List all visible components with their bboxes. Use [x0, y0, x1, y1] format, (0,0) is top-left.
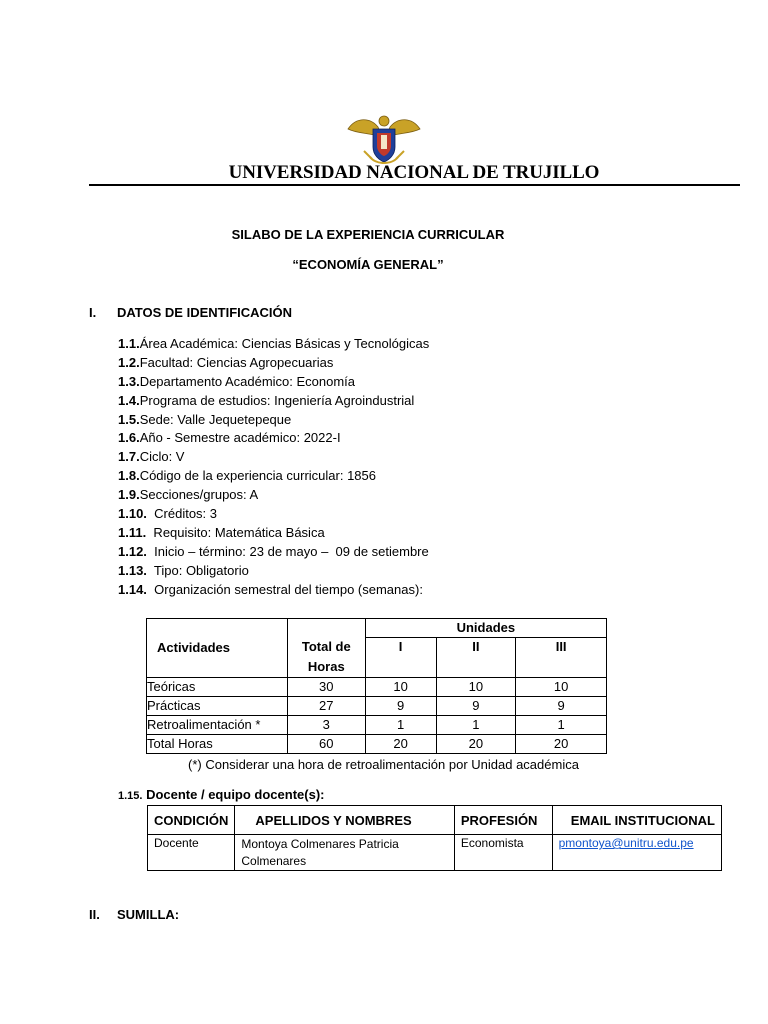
- header-total-hours: Total de Horas: [287, 619, 365, 678]
- header-rule: [89, 184, 740, 186]
- teacher-email-link[interactable]: pmontoya@unitru.edu.pe: [558, 836, 694, 850]
- list-item: 1.13. Tipo: Obligatorio: [118, 562, 249, 578]
- header-unit-1: I: [365, 638, 436, 678]
- teacher-table: [147, 805, 722, 871]
- list-item: 1.2.Facultad: Ciencias Agropecuarias: [118, 354, 334, 370]
- section-2-heading: [89, 907, 179, 922]
- header-unit-3: III: [516, 638, 607, 678]
- course-name: “ECONOMÍA GENERAL”: [292, 257, 444, 272]
- list-item: 1.14. Organización semestral del tiempo (semanas):: [118, 581, 423, 597]
- teacher-name: Montoya Colmenares Patricia Colmenares: [235, 835, 454, 871]
- university-name: UNIVERSIDAD NACIONAL DE TRUJILLO: [228, 162, 600, 183]
- list-item: 1.11. Requisito: Matemática Básica: [118, 524, 325, 540]
- list-item: 1.4.Programa de estudios: Ingeniería Agroindustrial: [118, 392, 415, 408]
- section-1-heading: [89, 305, 292, 320]
- list-item: 1.5.Sede: Valle Jequetepeque: [118, 411, 292, 427]
- hours-table: [146, 618, 607, 754]
- identification-list: [118, 335, 429, 599]
- table-row: Retroalimentación * 3 1 1 1: [147, 716, 607, 735]
- header-names: APELLIDOS Y NOMBRES: [235, 806, 454, 835]
- header-condition: CONDICIÓN: [148, 806, 235, 835]
- header-profession: PROFESIÓN: [454, 806, 552, 835]
- table-row: [148, 835, 722, 871]
- teacher-condition: Docente: [148, 835, 235, 871]
- list-item: 1.10. Créditos: 3: [118, 506, 218, 522]
- section-1-number: I.: [89, 305, 97, 320]
- section-2-number: II.: [89, 907, 100, 922]
- table-row: Teóricas 30 10 10 10: [147, 678, 607, 697]
- list-item: 1.9.Secciones/grupos: A: [118, 487, 259, 503]
- header-email: EMAIL INSTITUCIONAL: [552, 806, 721, 835]
- teacher-profession: Economista: [454, 835, 552, 871]
- header-unit-2: II: [436, 638, 516, 678]
- section-1-title: DATOS DE IDENTIFICACIÓN: [117, 305, 293, 320]
- table-row: Prácticas 27 9 9 9: [147, 697, 607, 716]
- list-item: 1.7.Ciclo: V: [118, 449, 185, 465]
- header-activities: Actividades: [147, 619, 288, 678]
- syllabus-title: SILABO DE LA EXPERIENCIA CURRICULAR: [231, 227, 505, 242]
- list-item: 1.1.Área Académica: Ciencias Básicas y Tecnológicas: [118, 336, 430, 351]
- list-item: 1.3.Departamento Académico: Economía: [118, 373, 356, 389]
- table-row: Total Horas 60 20 20 20: [147, 735, 607, 754]
- table-note: (*) Considerar una hora de retroalimentación por Unidad académica: [188, 757, 579, 772]
- section-2-title: SUMILLA:: [117, 907, 180, 922]
- list-item: 1.8.Código de la experiencia curricular: 1856: [118, 468, 376, 484]
- list-item: 1.12. Inicio – término: 23 de mayo – 09 de setiembre: [118, 543, 429, 559]
- list-item: 1.6.Año - Semestre académico: 2022-I: [118, 430, 341, 446]
- item-1-15: 1.15. Docente / equipo docente(s):: [118, 787, 325, 802]
- header-units: Unidades: [365, 619, 606, 638]
- university-crest-eagle-icon: [346, 111, 422, 167]
